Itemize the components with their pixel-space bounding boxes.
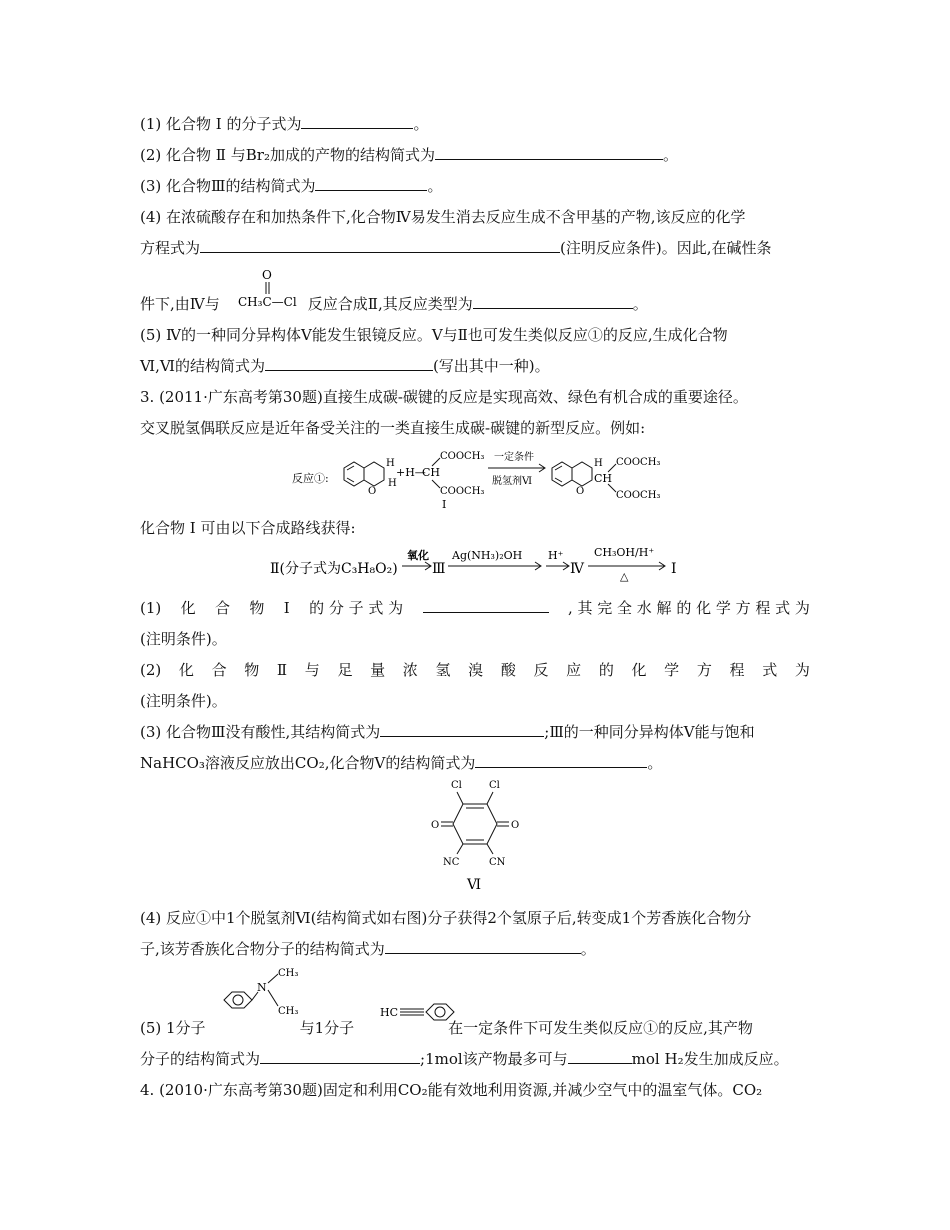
ring-oxygen: O bbox=[576, 486, 585, 497]
spread-char: 化 bbox=[178, 661, 194, 679]
step-esterification: CH₃OH/H⁺ bbox=[594, 546, 655, 559]
spread-char: 溴 bbox=[468, 661, 484, 679]
ester-group: COOCH₃ bbox=[440, 451, 485, 462]
plus-h: +H— bbox=[396, 466, 426, 479]
q3-route-intro: 化合物 Ⅰ 可由以下合成路线获得: bbox=[140, 519, 356, 537]
text: 反应合成Ⅱ,其反应类型为 bbox=[307, 295, 473, 313]
atom-o: O bbox=[431, 820, 440, 831]
punct: 。 bbox=[580, 940, 596, 958]
compound-ii: Ⅱ(分子式为C₃H₈O₂) bbox=[270, 561, 398, 577]
ddq-structure bbox=[425, 776, 525, 894]
answer-blank[interactable] bbox=[380, 722, 544, 737]
spread-char: 式 bbox=[762, 661, 778, 679]
synthesis-route bbox=[268, 544, 688, 586]
text: (3) 化合物Ⅲ没有酸性,其结构简式为 bbox=[140, 723, 381, 741]
q4-heading: 4. (2010·广东高考第30题)固定和利用CO₂能有效地利用资源,并减少空气中的温室气体。CO₂ bbox=[140, 1081, 763, 1099]
atom-ch: CH bbox=[594, 472, 613, 485]
punct: 。 bbox=[427, 177, 443, 195]
q3-part3-line2 bbox=[140, 753, 662, 773]
text: 的 分 子 式 为 bbox=[309, 599, 404, 617]
text: (注明反应条件)。因此,在碱性条 bbox=[560, 239, 772, 257]
text: 方程式为 bbox=[140, 239, 201, 257]
compound-label: Ⅰ bbox=[442, 498, 447, 511]
q3-intro: 交叉脱氢偶联反应是近年备受关注的一类直接生成碳-碳键的新型反应。例如: bbox=[140, 419, 646, 437]
answer-blank[interactable] bbox=[568, 1049, 632, 1064]
spread-char: 反 bbox=[533, 661, 549, 679]
q3-part5-line1 bbox=[140, 1018, 753, 1038]
condition-top: 一定条件 bbox=[494, 452, 534, 463]
spread-char: 程 bbox=[729, 661, 745, 679]
punct: 。 bbox=[647, 754, 663, 772]
text: 物 bbox=[249, 599, 265, 617]
ester-group: COOCH₃ bbox=[440, 486, 485, 497]
text: 与1分子 bbox=[299, 1019, 355, 1037]
q3-part2 bbox=[140, 660, 810, 680]
q2-part2-text: (2) 化合物 Ⅱ 与Br₂加成的产物的结构简式为 bbox=[140, 146, 435, 164]
text: , 其 完 全 水 解 的 化 学 方 程 式 为 bbox=[567, 599, 810, 617]
compound-vi-label: Ⅵ bbox=[467, 877, 482, 893]
text: 合 bbox=[215, 599, 231, 617]
spread-char: Ⅱ bbox=[276, 661, 288, 679]
spread-char: 方 bbox=[696, 661, 712, 679]
punct: 。 bbox=[662, 146, 678, 164]
atom-cl: Cl bbox=[489, 780, 500, 791]
text: Ⅰ bbox=[283, 599, 290, 617]
q3-part3-line1 bbox=[140, 722, 755, 742]
q2-part3-text: (3) 化合物Ⅲ的结构简式为 bbox=[140, 177, 316, 195]
text: NaHCO₃溶液反应放出CO₂,化合物Ⅴ的结构简式为 bbox=[140, 754, 476, 772]
text: 在一定条件下可发生类似反应①的反应,其产物 bbox=[448, 1019, 753, 1037]
q2-part4-line3 bbox=[140, 294, 648, 314]
compound-iv: Ⅳ bbox=[570, 561, 584, 577]
spread-char: 氢 bbox=[435, 661, 451, 679]
compound-iii: Ⅲ bbox=[432, 561, 446, 577]
q2-part3 bbox=[140, 176, 443, 196]
answer-blank[interactable] bbox=[475, 753, 647, 768]
punct: 。 bbox=[413, 115, 429, 133]
spread-char: 合 bbox=[211, 661, 227, 679]
spread-char: 足 bbox=[337, 661, 353, 679]
acyl-formula: CH₃C—Cl bbox=[238, 295, 297, 309]
ring-oxygen: O bbox=[368, 486, 377, 497]
q3-part1 bbox=[140, 598, 810, 618]
spread-char: 酸 bbox=[500, 661, 516, 679]
spread-char: 浓 bbox=[402, 661, 418, 679]
text: (5) 1分子 bbox=[140, 1019, 206, 1037]
spread-char: 量 bbox=[370, 661, 386, 679]
text: (1) bbox=[140, 599, 162, 617]
spread-char: 的 bbox=[598, 661, 614, 679]
q3-part4-line2 bbox=[140, 939, 596, 959]
step-acid: H⁺ bbox=[548, 549, 564, 562]
reaction-label: 反应①: bbox=[292, 472, 329, 485]
atom-cl: Cl bbox=[451, 780, 462, 791]
cyano-group: CN bbox=[489, 857, 506, 868]
spread-char: 应 bbox=[566, 661, 582, 679]
atom-ch: CH bbox=[422, 466, 441, 479]
q3-part5-line2 bbox=[140, 1049, 789, 1069]
ester-group: COOCH₃ bbox=[616, 490, 661, 501]
atom-h: H bbox=[388, 478, 397, 489]
ester-group: COOCH₃ bbox=[616, 457, 661, 468]
spread-char: 物 bbox=[244, 661, 260, 679]
q2-part2 bbox=[140, 145, 678, 165]
spread-char: 为 bbox=[794, 661, 810, 679]
q2-part1 bbox=[140, 114, 429, 134]
text: mol H₂发生加成反应。 bbox=[631, 1050, 789, 1068]
q2-part1-text: (1) 化合物 Ⅰ 的分子式为 bbox=[140, 115, 302, 133]
methyl-group: CH₃ bbox=[278, 1006, 299, 1017]
atom-hc: HC bbox=[380, 1006, 399, 1019]
answer-blank[interactable] bbox=[385, 939, 581, 954]
reaction-1-scheme bbox=[290, 446, 670, 512]
text: ;Ⅲ的一种同分异构体Ⅴ能与饱和 bbox=[544, 723, 755, 741]
atom-h: H bbox=[594, 458, 603, 469]
text: 化 bbox=[180, 599, 196, 617]
q3-part4-line1: (4) 反应①中1个脱氢剂Ⅵ(结构简式如右图)分子获得2个氢原子后,转变成1个芳香族化合物分 bbox=[140, 909, 752, 927]
spread-char: (2) bbox=[140, 661, 162, 679]
step-tollens: Ag(NH₃)₂OH bbox=[452, 549, 523, 562]
q3-part1-cond: (注明条件)。 bbox=[140, 630, 227, 648]
cyano-group: NC bbox=[443, 857, 460, 868]
text: 分子的结构简式为 bbox=[140, 1050, 261, 1068]
q3-heading: 3. (2011·广东高考第30题)直接生成碳-碳键的反应是实现高效、绿色有机合成的重要途径。 bbox=[140, 388, 748, 406]
answer-blank[interactable] bbox=[423, 598, 549, 613]
atom-h: H bbox=[386, 458, 395, 469]
text: ;1mol该产物最多可与 bbox=[420, 1050, 568, 1068]
spread-char: 与 bbox=[304, 661, 320, 679]
heat-symbol: △ bbox=[620, 570, 629, 583]
step-oxidation: 氧化 bbox=[407, 549, 429, 562]
answer-blank[interactable] bbox=[473, 294, 633, 309]
spread-char: 化 bbox=[631, 661, 647, 679]
condition-bottom: 脱氢剂Ⅵ bbox=[492, 476, 533, 487]
q2-part5-line1: (5) Ⅳ的一种同分异构体Ⅴ能发生银镜反应。Ⅴ与Ⅱ也可发生类似反应①的反应,生成化合物 bbox=[140, 326, 728, 344]
text: 件下,由Ⅳ与 bbox=[140, 295, 220, 313]
answer-blank[interactable] bbox=[301, 114, 413, 129]
q2-part5-line2 bbox=[140, 356, 550, 376]
atom-n: N bbox=[257, 981, 267, 994]
q3-part2-cond: (注明条件)。 bbox=[140, 692, 227, 710]
punct: 。 bbox=[632, 295, 648, 313]
q2-part4-line2 bbox=[140, 238, 772, 258]
q2-part4-line1: (4) 在浓硫酸存在和加热条件下,化合物Ⅳ易发生消去反应生成不含甲基的产物,该反应的化学 bbox=[140, 208, 746, 226]
spread-char: 学 bbox=[664, 661, 680, 679]
text: (写出其中一种)。 bbox=[432, 357, 550, 375]
answer-blank[interactable] bbox=[200, 238, 560, 253]
answer-blank[interactable] bbox=[260, 1049, 420, 1064]
answer-blank[interactable] bbox=[265, 356, 433, 371]
atom-o: O bbox=[511, 820, 520, 831]
compound-i: Ⅰ bbox=[671, 561, 677, 577]
methyl-group: CH₃ bbox=[278, 968, 299, 979]
atom-o: O bbox=[262, 268, 272, 282]
answer-blank[interactable] bbox=[315, 176, 427, 191]
answer-blank[interactable] bbox=[435, 145, 663, 160]
text: 子,该芳香族化合物分子的结构简式为 bbox=[140, 940, 385, 958]
text: Ⅵ,Ⅵ的结构简式为 bbox=[140, 357, 265, 375]
